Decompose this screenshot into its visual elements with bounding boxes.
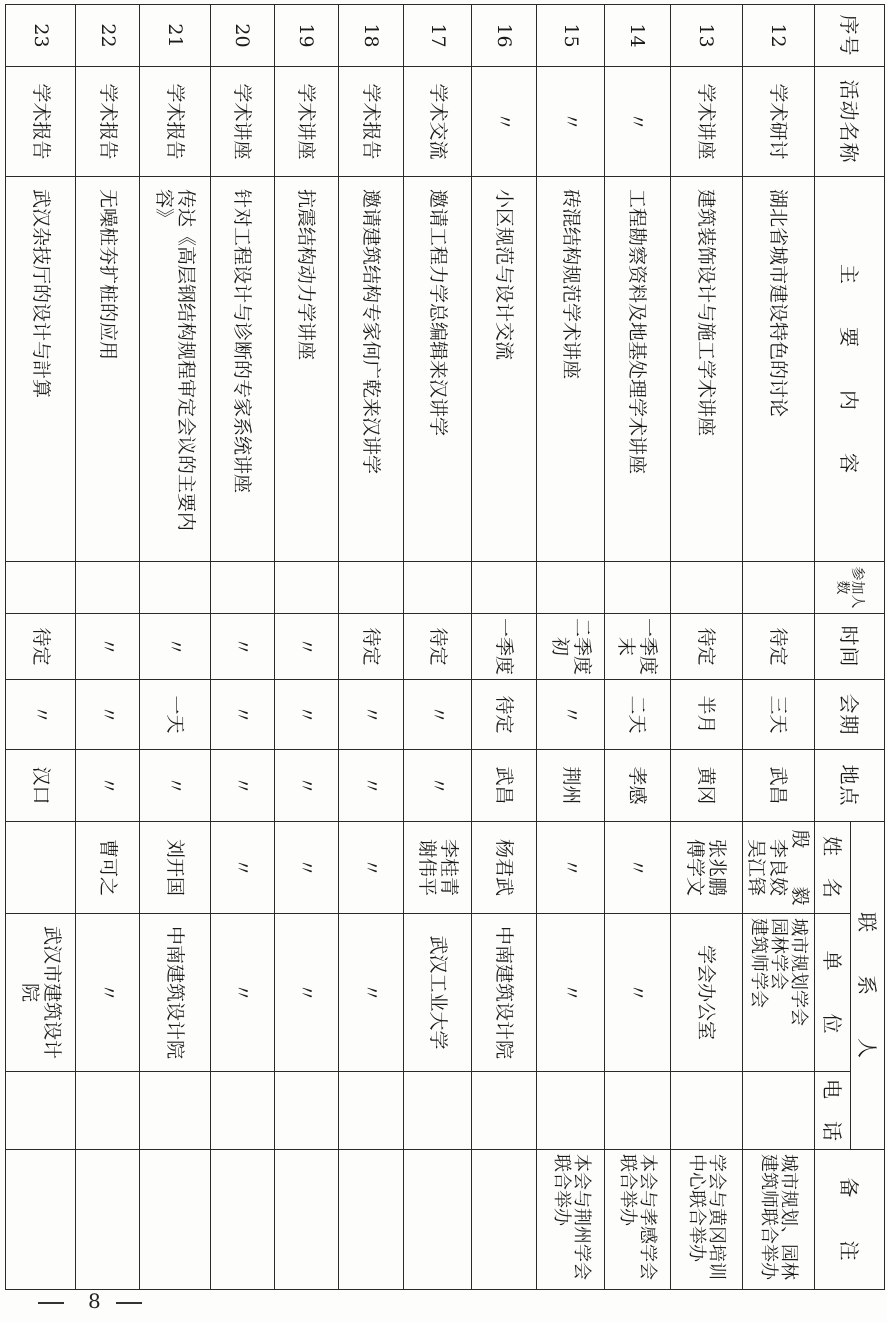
cell-contact-phone xyxy=(274,1072,338,1150)
cell-participants xyxy=(742,562,814,614)
cell-contact-name xyxy=(537,822,605,914)
cell-duration: 〃 xyxy=(76,680,140,750)
cell-contact-name xyxy=(472,822,537,914)
cell-time: 〃 xyxy=(140,614,210,680)
cell-location: 〃 xyxy=(338,750,403,822)
page-footer xyxy=(0,1288,200,1318)
cell-duration: 二天 xyxy=(605,680,670,750)
cell-participants xyxy=(76,562,140,614)
table-row xyxy=(537,5,605,1290)
cell-contact-phone xyxy=(670,1072,742,1150)
header-contact-group: 联 系 人 xyxy=(850,822,884,1150)
cell-seq: 22 xyxy=(76,5,140,67)
contact-unit-line: 建筑师学会 xyxy=(748,918,770,1008)
cell-activity: 学术报告 xyxy=(338,67,403,177)
cell-contact-phone xyxy=(472,1072,537,1150)
cell-seq: 23 xyxy=(6,5,76,67)
cell-contact-unit xyxy=(338,914,403,1072)
contact-unit-line: 〃 xyxy=(359,982,382,1002)
cell-contact-name xyxy=(670,822,742,914)
cell-contact-name xyxy=(210,822,274,914)
cell-participants xyxy=(403,562,471,614)
cell-contact-name xyxy=(274,822,338,914)
contact-unit-line: 学会办公室 xyxy=(695,944,718,1040)
cell-seq: 16 xyxy=(472,5,537,67)
cell-contact-name xyxy=(140,822,210,914)
contact-name-line: 〃 xyxy=(295,857,318,877)
cell-duration: 〃 xyxy=(537,680,605,750)
cell-activity: 学术讲座 xyxy=(670,67,742,177)
contact-unit-line: 武汉工业大学 xyxy=(426,935,449,1050)
contact-name-line: 谢伟平 xyxy=(415,838,438,896)
cell-location: 荆州 xyxy=(537,750,605,822)
cell-activity: 学术报告 xyxy=(76,67,140,177)
cell-contact-name xyxy=(742,822,814,914)
cell-contact-unit xyxy=(472,914,537,1072)
cell-participants xyxy=(670,562,742,614)
contact-name-line: 〃 xyxy=(231,857,254,877)
cell-content: 针对工程设计与诊断的专家系统讲座 xyxy=(210,177,274,562)
cell-content: 传达《高层钢结构规程审定会议的主要内容》 xyxy=(140,177,210,562)
cell-participants xyxy=(6,562,76,614)
contact-name-line: 张兆鹏 xyxy=(706,838,729,896)
cell-duration: 一天 xyxy=(140,680,210,750)
footer-dash-left xyxy=(38,1302,64,1304)
cell-contact-phone xyxy=(742,1072,814,1150)
cell-activity: 学术报告 xyxy=(6,67,76,177)
table-row xyxy=(76,5,140,1290)
contact-name-line: 殷 毅 xyxy=(789,829,812,906)
cell-seq: 15 xyxy=(537,5,605,67)
cell-location: 武昌 xyxy=(742,750,814,822)
cell-contact-unit xyxy=(403,914,471,1072)
cell-contact-phone xyxy=(605,1072,670,1150)
cell-contact-unit xyxy=(274,914,338,1072)
contact-unit-line: 〃 xyxy=(626,982,649,1002)
header-activity: 活动名称 xyxy=(814,67,884,177)
cell-content: 邀请建筑结构专家何广乾来汉讲学 xyxy=(338,177,403,562)
cell-content: 无噪桩夯扩桩的应用 xyxy=(76,177,140,562)
cell-seq: 12 xyxy=(742,5,814,67)
cell-location: 武昌 xyxy=(472,750,537,822)
cell-contact-phone xyxy=(537,1072,605,1150)
contact-name-line: 〃 xyxy=(559,857,582,877)
page-number: 8 xyxy=(88,1289,101,1313)
cell-remarks xyxy=(6,1150,76,1290)
contact-unit-line: 〃 xyxy=(231,982,254,1002)
cell-participants xyxy=(210,562,274,614)
cell-participants xyxy=(472,562,537,614)
cell-contact-phone xyxy=(403,1072,471,1150)
cell-duration: 〃 xyxy=(403,680,471,750)
header-participants: 参加人数 xyxy=(814,562,884,614)
cell-participants xyxy=(338,562,403,614)
cell-time: 二季度初 xyxy=(537,614,605,680)
cell-remarks xyxy=(472,1150,537,1290)
cell-participants xyxy=(537,562,605,614)
cell-seq: 19 xyxy=(274,5,338,67)
cell-contact-name xyxy=(403,822,471,914)
cell-remarks: 城市规划、园林建筑师联合举办 xyxy=(742,1150,814,1290)
contact-name-line: 刘开国 xyxy=(163,838,186,896)
cell-seq: 18 xyxy=(338,5,403,67)
cell-time: 待定 xyxy=(338,614,403,680)
cell-content: 湖北省城市建设特色的讨论 xyxy=(742,177,814,562)
contact-unit-line: 城市规划学会 xyxy=(788,918,810,1026)
cell-remarks xyxy=(140,1150,210,1290)
cell-contact-name xyxy=(338,822,403,914)
contact-name-line: 杨君武 xyxy=(493,838,516,896)
header-contact-name: 姓 名 xyxy=(814,822,850,914)
cell-time: 〃 xyxy=(76,614,140,680)
cell-location: 〃 xyxy=(76,750,140,822)
cell-activity: 〃 xyxy=(605,67,670,177)
cell-time: 待定 xyxy=(742,614,814,680)
table-row xyxy=(140,5,210,1290)
cell-contact-unit xyxy=(210,914,274,1072)
cell-time: 〃 xyxy=(274,614,338,680)
cell-location: 汉口 xyxy=(6,750,76,822)
cell-activity: 学术讲座 xyxy=(274,67,338,177)
cell-duration: 三天 xyxy=(742,680,814,750)
cell-activity: 学术报告 xyxy=(140,67,210,177)
cell-remarks xyxy=(403,1150,471,1290)
cell-contact-phone xyxy=(210,1072,274,1150)
cell-location: 〃 xyxy=(274,750,338,822)
contact-name-line: 傅学文 xyxy=(684,838,707,896)
cell-location: 〃 xyxy=(210,750,274,822)
cell-contact-name xyxy=(76,822,140,914)
contact-name-line: 曹可之 xyxy=(96,838,119,896)
cell-activity: 〃 xyxy=(472,67,537,177)
cell-remarks: 本会与荆州学会联合举办 xyxy=(537,1150,605,1290)
contact-unit-line: 〃 xyxy=(96,982,119,1002)
table-row xyxy=(403,5,471,1290)
header-contact-phone: 电 话 xyxy=(814,1072,850,1150)
header-remarks: 备 注 xyxy=(814,1150,884,1290)
table-row xyxy=(6,5,76,1290)
cell-duration: 〃 xyxy=(6,680,76,750)
cell-seq: 21 xyxy=(140,5,210,67)
cell-location: 孝感 xyxy=(605,750,670,822)
cell-remarks: 学会与黄冈培训中心联合举办 xyxy=(670,1150,742,1290)
cell-remarks: 本会与孝感学会联合举办 xyxy=(605,1150,670,1290)
cell-location: 黄冈 xyxy=(670,750,742,822)
cell-contact-unit xyxy=(670,914,742,1072)
cell-remarks xyxy=(76,1150,140,1290)
contact-unit-line: 〃 xyxy=(559,982,582,1002)
cell-location: 〃 xyxy=(140,750,210,822)
cell-time: 待定 xyxy=(6,614,76,680)
cell-duration: 〃 xyxy=(338,680,403,750)
cell-contact-name xyxy=(605,822,670,914)
header-seq: 序号 xyxy=(814,5,884,67)
cell-contact-unit xyxy=(6,914,76,1072)
cell-content: 武汉杂技厅的设计与計算 xyxy=(6,177,76,562)
contact-name-line: 〃 xyxy=(626,857,649,877)
table-row xyxy=(670,5,742,1290)
activity-table-rotated xyxy=(5,4,885,1289)
header-duration: 会期 xyxy=(814,680,884,750)
cell-duration: 〃 xyxy=(210,680,274,750)
cell-activity: 〃 xyxy=(537,67,605,177)
contact-unit-line: 中南建筑设计院 xyxy=(163,925,186,1059)
table-row xyxy=(210,5,274,1290)
cell-duration: 〃 xyxy=(274,680,338,750)
header-location: 地点 xyxy=(814,750,884,822)
contact-unit-line: 园林学会 xyxy=(768,918,790,990)
cell-seq: 14 xyxy=(605,5,670,67)
header-contact-unit: 单 位 xyxy=(814,914,850,1072)
cell-duration: 半月 xyxy=(670,680,742,750)
footer-dash-right xyxy=(116,1302,142,1304)
cell-seq: 17 xyxy=(403,5,471,67)
cell-time: 待定 xyxy=(403,614,471,680)
cell-content: 工程勘察资料及地基处理学术讲座 xyxy=(605,177,670,562)
contact-unit-line: 中南建筑设计院 xyxy=(493,925,516,1059)
activity-table xyxy=(5,4,885,1290)
header-content: 主 要 内 容 xyxy=(814,177,884,562)
cell-contact-unit xyxy=(537,914,605,1072)
cell-contact-unit xyxy=(76,914,140,1072)
cell-content: 抗震结构动力学讲座 xyxy=(274,177,338,562)
cell-content: 邀请工程力学总编辑来汉讲学 xyxy=(403,177,471,562)
cell-contact-unit xyxy=(742,914,814,1072)
cell-seq: 13 xyxy=(670,5,742,67)
cell-contact-phone xyxy=(76,1072,140,1150)
table-row xyxy=(472,5,537,1290)
table-row xyxy=(742,5,814,1290)
cell-time: 一季度 xyxy=(472,614,537,680)
table-row xyxy=(274,5,338,1290)
cell-content: 小区规范与设计交流 xyxy=(472,177,537,562)
cell-content: 砖混结构规范学术讲座 xyxy=(537,177,605,562)
header-row-top xyxy=(850,5,884,1290)
table-row xyxy=(605,5,670,1290)
cell-location: 〃 xyxy=(403,750,471,822)
cell-time: 〃 xyxy=(210,614,274,680)
cell-participants xyxy=(274,562,338,614)
cell-activity: 学术讲座 xyxy=(210,67,274,177)
contact-unit-line: 〃 xyxy=(295,982,318,1002)
cell-seq: 20 xyxy=(210,5,274,67)
cell-time: 待定 xyxy=(670,614,742,680)
cell-contact-phone xyxy=(338,1072,403,1150)
cell-content: 建筑装饰设计与施工学术讲座 xyxy=(670,177,742,562)
cell-duration: 待定 xyxy=(472,680,537,750)
header-time: 时间 xyxy=(814,614,884,680)
table-row xyxy=(338,5,403,1290)
cell-contact-phone xyxy=(140,1072,210,1150)
cell-participants xyxy=(140,562,210,614)
cell-contact-phone xyxy=(6,1072,76,1150)
contact-name-line: 李桂青 xyxy=(437,838,460,896)
cell-participants xyxy=(605,562,670,614)
cell-remarks xyxy=(210,1150,274,1290)
cell-activity: 学术研讨 xyxy=(742,67,814,177)
cell-remarks xyxy=(338,1150,403,1290)
contact-unit-line: 武汉市建筑设计院 xyxy=(18,925,63,1059)
cell-activity: 学术交流 xyxy=(403,67,471,177)
cell-contact-unit xyxy=(605,914,670,1072)
contact-name-line: 李良姣 xyxy=(767,838,790,896)
cell-time: 一季度末 xyxy=(605,614,670,680)
cell-remarks xyxy=(274,1150,338,1290)
cell-contact-unit xyxy=(140,914,210,1072)
contact-name-line: 〃 xyxy=(359,857,382,877)
contact-name-line: 吴江铎 xyxy=(745,838,768,896)
cell-contact-name xyxy=(6,822,76,914)
